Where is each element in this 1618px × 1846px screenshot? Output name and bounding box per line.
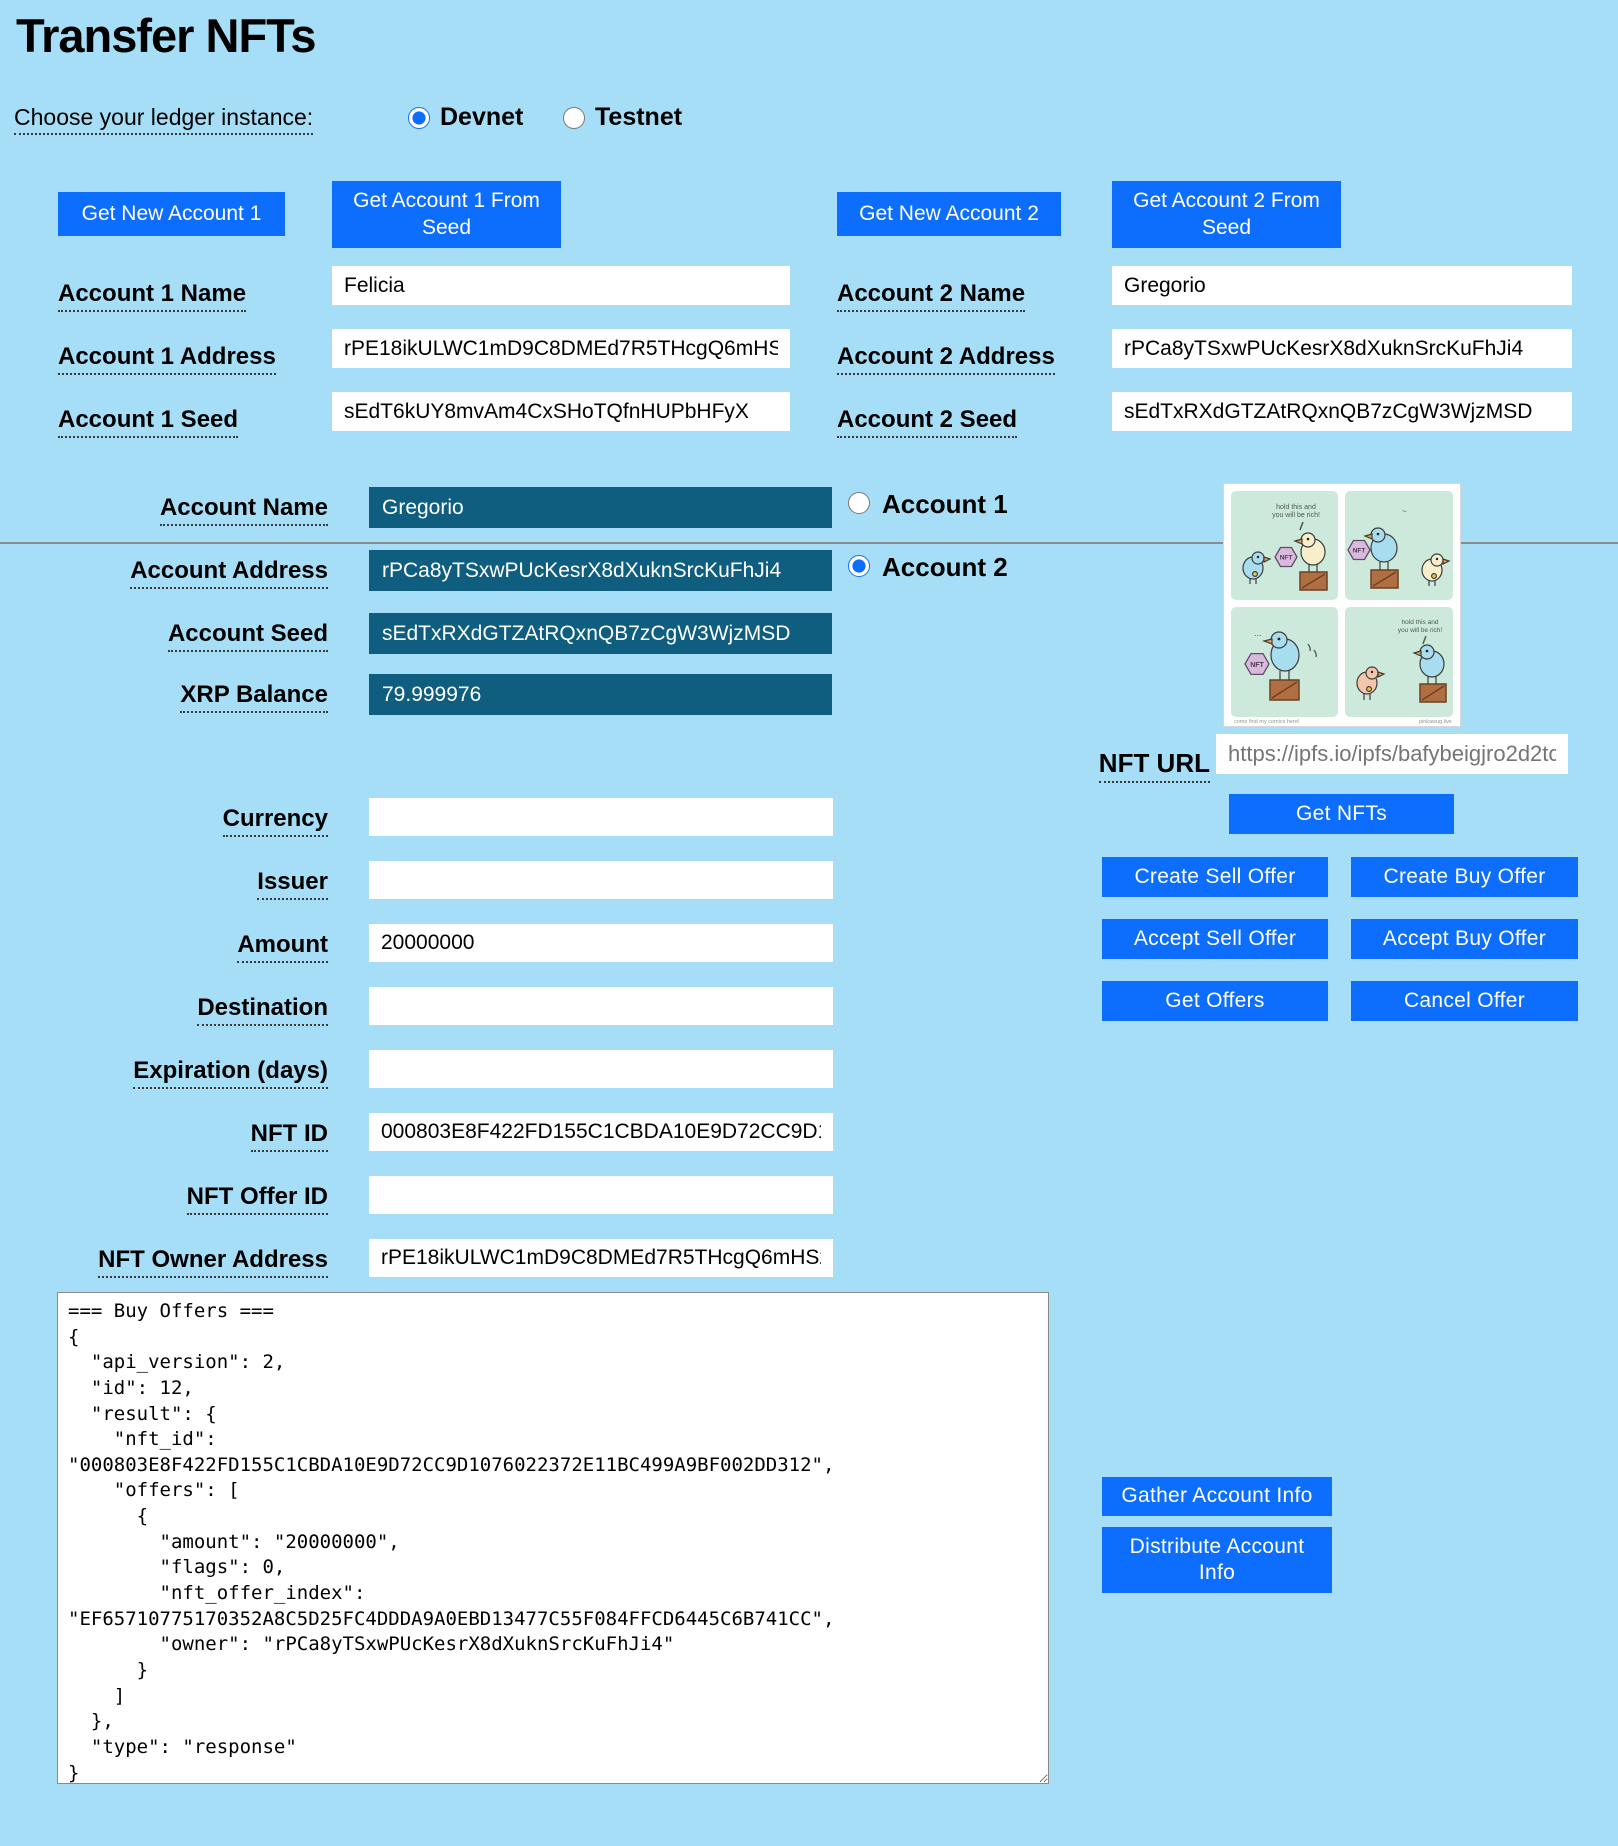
account2-name-input[interactable] bbox=[1112, 266, 1572, 305]
xrp-balance-label: XRP Balance bbox=[60, 681, 328, 709]
destination-input[interactable] bbox=[369, 987, 833, 1025]
get-new-account2-button[interactable]: Get New Account 2 bbox=[837, 192, 1061, 236]
nft-image bbox=[1224, 484, 1460, 726]
distribute-account-info-button[interactable]: Distribute Account Info bbox=[1102, 1527, 1332, 1593]
destination-label: Destination bbox=[46, 994, 328, 1022]
nft-offer-id-input[interactable] bbox=[369, 1176, 833, 1214]
account2-name-label: Account 2 Name bbox=[837, 280, 1025, 308]
get-account1-from-seed-button[interactable]: Get Account 1 From Seed bbox=[332, 181, 561, 248]
svg-text:NFT: NFT bbox=[1279, 554, 1293, 562]
account1-radio-label: Account 1 bbox=[882, 489, 1008, 519]
amount-label: Amount bbox=[46, 931, 328, 959]
devnet-label: Devnet bbox=[440, 103, 524, 131]
nft-url-input[interactable] bbox=[1216, 734, 1568, 774]
active-account-seed-value: sEdTxRXdGTZAtRQxnQB7zCgW3WjzMSD bbox=[369, 613, 832, 654]
account1-address-label: Account 1 Address bbox=[58, 343, 276, 371]
get-new-account1-button[interactable]: Get New Account 1 bbox=[58, 192, 285, 236]
svg-text:...: ... bbox=[1254, 628, 1262, 638]
nft-id-label: NFT ID bbox=[46, 1120, 328, 1148]
nft-owner-address-label: NFT Owner Address bbox=[46, 1246, 328, 1274]
svg-text:come find my comics here!: come find my comics here! bbox=[1234, 719, 1300, 725]
nft-id-input[interactable] bbox=[369, 1113, 833, 1151]
nft-owner-address-input[interactable] bbox=[369, 1239, 833, 1277]
account2-address-label: Account 2 Address bbox=[837, 343, 1055, 371]
nft-offer-id-label: NFT Offer ID bbox=[46, 1183, 328, 1211]
svg-text:NFT: NFT bbox=[1352, 547, 1366, 555]
svg-text:hold this and: hold this and bbox=[1401, 619, 1439, 626]
svg-text:NFT: NFT bbox=[1250, 661, 1264, 669]
active-account-address-label: Account Address bbox=[60, 557, 328, 585]
create-sell-offer-button[interactable]: Create Sell Offer bbox=[1102, 857, 1328, 897]
account1-address-input[interactable] bbox=[332, 329, 790, 368]
account1-seed-label: Account 1 Seed bbox=[58, 406, 238, 434]
gather-account-info-button[interactable]: Gather Account Info bbox=[1102, 1477, 1332, 1516]
account1-radio[interactable] bbox=[848, 492, 870, 514]
account2-radio[interactable] bbox=[848, 555, 870, 577]
account2-radio-label: Account 2 bbox=[882, 552, 1008, 582]
create-buy-offer-button[interactable]: Create Buy Offer bbox=[1351, 857, 1578, 897]
amount-input[interactable] bbox=[369, 924, 833, 962]
issuer-label: Issuer bbox=[46, 868, 328, 896]
active-account-name-label: Account Name bbox=[60, 494, 328, 522]
expiration-label: Expiration (days) bbox=[46, 1057, 328, 1085]
account1-name-input[interactable] bbox=[332, 266, 790, 305]
svg-text:pinkawug.live: pinkawug.live bbox=[1418, 719, 1452, 725]
testnet-radio[interactable] bbox=[563, 107, 585, 129]
account2-seed-label: Account 2 Seed bbox=[837, 406, 1017, 434]
account1-name-label: Account 1 Name bbox=[58, 280, 246, 308]
ledger-instance-label: Choose your ledger instance: bbox=[14, 104, 313, 131]
svg-text:you will be rich!: you will be rich! bbox=[1272, 512, 1320, 519]
svg-text:~: ~ bbox=[1402, 507, 1407, 516]
account1-seed-input[interactable] bbox=[332, 392, 790, 431]
account2-seed-input[interactable] bbox=[1112, 392, 1572, 431]
active-account-seed-label: Account Seed bbox=[60, 620, 328, 648]
results-textarea[interactable] bbox=[57, 1292, 1049, 1784]
cancel-offer-button[interactable]: Cancel Offer bbox=[1351, 981, 1578, 1021]
xrp-balance-value: 79.999976 bbox=[369, 674, 832, 715]
accept-sell-offer-button[interactable]: Accept Sell Offer bbox=[1102, 919, 1328, 959]
account2-address-input[interactable] bbox=[1112, 329, 1572, 368]
page-title: Transfer NFTs bbox=[16, 9, 316, 62]
expiration-input[interactable] bbox=[369, 1050, 833, 1088]
currency-input[interactable] bbox=[369, 798, 833, 836]
get-account2-from-seed-button[interactable]: Get Account 2 From Seed bbox=[1112, 181, 1341, 248]
devnet-radio[interactable] bbox=[408, 107, 430, 129]
get-nfts-button[interactable]: Get NFTs bbox=[1229, 794, 1454, 834]
testnet-label: Testnet bbox=[595, 103, 683, 131]
active-account-name-value: Gregorio bbox=[369, 487, 832, 528]
nft-url-label: NFT URL bbox=[1060, 748, 1210, 779]
nft-comic-svg bbox=[1224, 484, 1460, 726]
accept-buy-offer-button[interactable]: Accept Buy Offer bbox=[1351, 919, 1578, 959]
active-account-address-value: rPCa8yTSxwPUcKesrX8dXuknSrcKuFhJi4 bbox=[369, 550, 832, 591]
svg-text:hold this and: hold this and bbox=[1276, 504, 1316, 511]
issuer-input[interactable] bbox=[369, 861, 833, 899]
svg-text:you will be rich!: you will be rich! bbox=[1397, 627, 1443, 634]
get-offers-button[interactable]: Get Offers bbox=[1102, 981, 1328, 1021]
currency-label: Currency bbox=[46, 805, 328, 833]
